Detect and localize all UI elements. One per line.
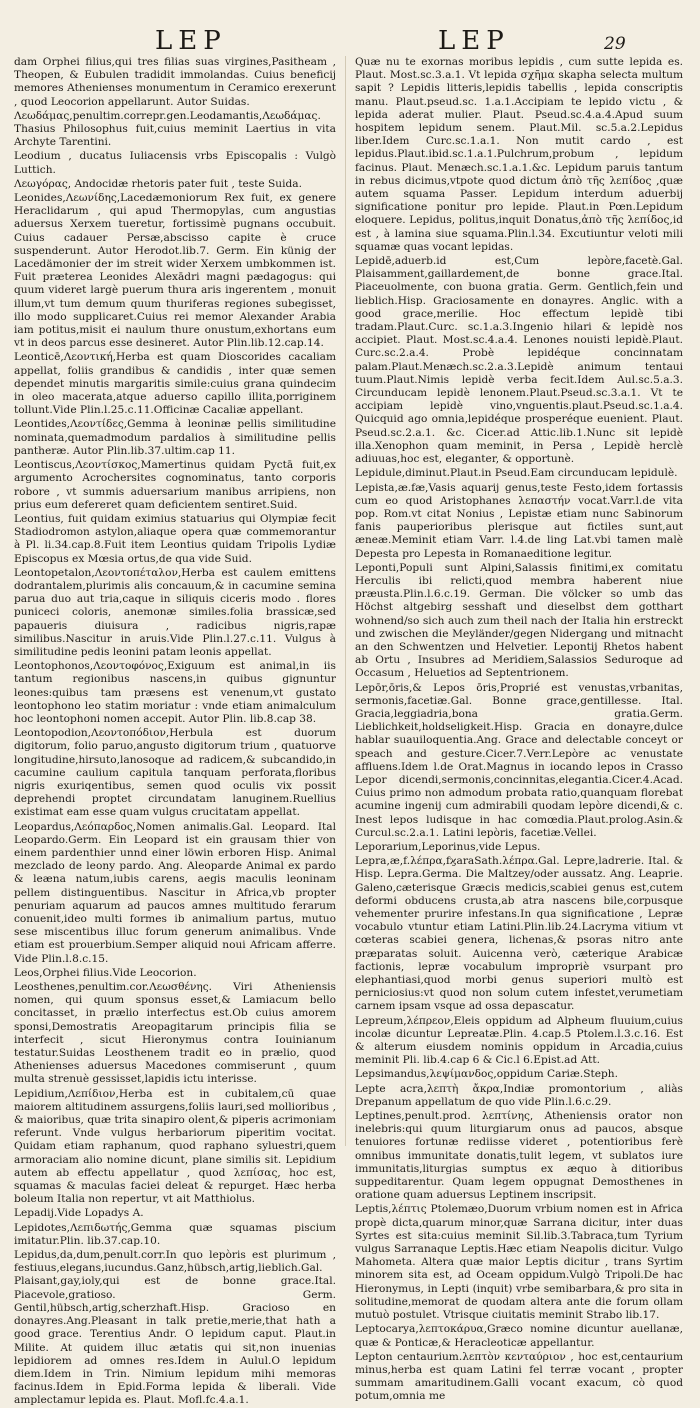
dictionary-entry: dam Orphei filius,qui tres filias suas virgines,Pasitheam , Theopen, & Eubulen tradidit immolandas. Cuius beneficij memores Athenienses monumentum in Ceramico erexerunt , quod Leocorion appellarunt. Autor Suidas. (14, 56, 336, 108)
dictionary-entry: Leontius, fuit quidam eximius statuarius qui Olympiæ fecit Stadiodromon astylon,aliaque opera quæ commemorantur à Pl. li.34.cap.8.Fuit item Leontius quidam Tripolis Lydiæ Episcopus ex Mœsia ortus,de qua vide Suid. (14, 512, 336, 565)
dictionary-entry: Leopardus,Λεόπαρδος,Nomen animalis.Gal. Leopard. Ital Leopardo.Germ. Ein Leopard ist ein grausam thier von einem pardenthier unnd einer löwin erboren Hisp. Animal mezclado de leony pardo. Ang. Aleoparde Animal ex pardo & leæna natum,iubis carens, aegis maculis leoninam pellem distinguentibus. Nascitur in Africa,vb propter penuriam aquarum ad paucos amnes multitudo ferarum conuenit,ideo multi formes ib animalium partus, mutuo sese miscentibus illuc forum generum animalibus. Vnde etiam est prouerbium.Semper aliquid noui Africam afferre. Vide Plin.l.8.c.15. (14, 820, 336, 965)
dictionary-entry: Leponti,Populi sunt Alpini,Salassis finitimi,ex comitatu Herculis ibi relicti,quod membra haberent niue præusta.Plin.l.6.c.19. German. Die völcker so umb das Höchst altgebirg sesshaft und dieselbst dem gotthart wohnend/so sich auch zum theil nach der Italia hin erstreckt und zwischen die Meyländer/gegen Nidergang und mitnacht an den Schwentzen und Helvetier. Lepontij Rhetos habent ab Ortu , Insubres ad Meridiem,Salassios Seduroque ad Occasum , Heluetios ad Septentrionem. (355, 561, 683, 680)
dictionary-entry: Leontopodion,Λεοντοπόδιον,Herbula est duorum digitorum, folio paruo,angusto digitorum trium , quatuorve longitudine,hirsuto,lanosoque ad radicem,& subcandido,in cacumine caulium capitula tanquam perforata,floribus nigris exuriqentibus, semen quod oculis vix possit deprehendi proptet circundatam lanuginem.Ruellius existimat eam esse quam vulgus crucitatam appellat. (14, 727, 336, 819)
dictionary-entry: Leptines,penult.prod. λεπτίνης, Atheniensis orator non inelebris:qui quum liturgiarum onus ad paucos, absque tenuiores fortunæ rediisse videret , potentioribus ferè omnibus immunitate donatis,tulit legem, vt sublatos iure immunitatis,liturgias sumptus ex æquo à ditioribus suppeditarentur. Quam legem oppugnat Demosthenes in oratione quam aduersus Leptinem inscripsit. (355, 1110, 683, 1202)
dictionary-entry: Leodium , ducatus Iuliacensis vrbs Episcopalis : Vulgò Luttich. (14, 150, 336, 176)
dictionary-entry: Lepidium,Λεπίδιον,Herba est in cubitalem,cū quae maiorem altitudinem assurgens,foliis lauri,sed mollioribus , & maioribus, quæ trita sinapiro olent,& piperis acrimoniam referunt. Vnde vulgus herbariorum piperitim vocitat. Quidam etiam raphanum, quod raphano syluestri,quem armoraciam alio nomine dicunt, plane similis sit. Lepidium autem ab effectu appellatur , quod λεπίσας, hoc est, squamas & maculas faciei deleat & repurget. Hæc herba boleum Italia non repertur, vt ait Matthiolus. (14, 1087, 336, 1206)
dictionary-entry: Lepidotes,Λεπιδωτής,Gemma quæ squamas piscium imitatur.Plin. lib.37.cap.10. (14, 1221, 336, 1247)
dictionary-entry: Leontiscus,Λεοντίσκος,Mamertinus quidam Pyctā fuit,ex argumento Acrochersites cognominatus, tanto corporis robore , vt summis aduersarium manibus arripiens, non prius eum defereret quam deficientem sentiret.Suid. (14, 459, 336, 511)
right-column (355, 56, 683, 1403)
dictionary-entry: Lepsimandus,λεψίμανδος,oppidum Cariæ.Steph. (355, 1068, 619, 1081)
page-number: 29 (604, 34, 626, 54)
dictionary-entry: Leptocarya,λεπτοκάρυα,Græco nomine dicuntur auellanæ, quæ & Ponticæ,& Heracleoticæ appellantur. (355, 1323, 683, 1349)
dictionary-entry: Lepidē,aduerb.id est,Cum lepòre,facetè.Gal. Plaisamment,gaillardement,de bonne grace.Ital. Piaceuolmente, con buona gratia. Germ. Gentlich,fein und lieblich.Hisp. Graciosamente en donayres. Anglic. with a good grace,merilie. Hoc effectum lepidè tibi tradam.Plaut.Curc. sc.1.a.3.Ingenio hilari & lepidè nos accipiet. Plaut. Most.sc.4.a.4. Lenones nouisti lepidè.Plaut. Curc.sc.2.a.4. Probè lepidéque concinnatam palam.Plaut.Menæch.sc.2.a.3.Lepidè animum tentaui tuum.Plaut.Nimis lepidè verba fecit.Idem Aul.sc.5.a.3. Circunducam lepidè lenonem.Plaut.Pseud.sc.3.a.1. Vt te accipiam lepidè vino,vnguentis.plaut.Pseud.sc.1.a.4. Quicquid ago omnia,lepidéque prosperéque euenient. Plaut. Pseud.sc.2.a.1. &c. Cicer.ad Attic.lib.1.Nunc sit lepidè illa.Xenophon quam meminit, in Persa , Lepidè herclè adiuuas,hoc est, eleganter, & opportunè. (355, 255, 683, 466)
dictionary-entry: Lepte acra,λεπτὴ ἄκρα,Indiæ promontorium , aliàs Drepanum appellatum de quo vide Plin.l.6.c.29. (355, 1082, 683, 1108)
dictionary-entry: Lepidule,diminut.Plaut.in Pseud.Eam circunducam lepidulè. (355, 467, 678, 480)
dictionary-entry: Lepidus,da,dum,penult.corr.In quo lepòris est plurimum , festiuus,elegans,iucundus.Ganz,hübsch,artig,lieblich.Gal. Plaisant,gay,ioly,qui est de bonne grace.Ital. Piacevole,gratioso. Germ. Gentil,hübsch,artig,scherzhaft.Hisp. Gracioso en donayres.Ang.Pleasant in talk pretie,merie,that hath a good grace. Terentius Andr. O lepidum caput. Plaut.in Milite. At quidem illuc ætatis qui sit,non inuenias lepidiorem ad omnes res.Idem in Aulul.O lepidum diem.Idem in Trin. Nimium lepidum mihi memoras facinus.Idem in Epid.Forma lepida & liberali. Vide amplectamur lepida es. Plaut. Mofl.fc.4.a.1. (14, 1249, 336, 1407)
dictionary-entry: Leontopetalon,Λεοντοπέταλον,Herba est caulem emittens dodrantalem,plurimis alis concauum,& in cacumine semina parua duo aut tria,caque in siliquis ciceris modo . flores puniceci coloris, anemonæ similes.folia brassicæ,sed papaueris diuisura , radicibus nigris,rapæ similibus.Nascitur in aruis.Vide Plin.l.27.c.11. Vulgus à similitudine pedis leonini patam leonis appellat. (14, 566, 336, 658)
dictionary-entry: Lepra,æ,f.λέπρα,fϗaraSath.λέπρα.Gal. Lepre,ladrerie. Ital. & Hisp. Lepra.Germa. Die Maltzey/oder aussatz. Ang. Leaprie. Galeno,cæterisque Græcis medicis,scabiei genus est,cutem deformi obducens crusta,ab atra nascens bile,corpusque vehementer prurire infestans.In qua significatione , Lepræ vocabulo vtuntur etiam Latini.Plin.lib.24.Lacryma vitium vt cœteras scabiei genera, lichenas,& psoras nitro ante præparatas soluit. Auicenna verò, cæterique Arabicæ factionis, lepræ vocabulum impropriè vsurpant pro elephantiasi,quod morbi genus superiori multò est perniciosius:vt quod non solum cutem infestet,verumetiam carnem ipsam vsque ad ossa depascatur. (355, 855, 683, 1013)
dictionary-entry: Leontophonos,Λεοντοφόνος,Exiguum est animal,in iis tantum regionibus nascens,in quibus gignuntur leones:quibus tam præsens est venenum,vt gustato leontophono leo statim moriatur : vnde etiam animalculum hoc leontophoni nomen accepit. Autor Plin. lib.8.cap 38. (14, 660, 336, 725)
dictionary-entry: Leos,Orphei filius.Vide Leocorion. (14, 966, 197, 979)
column-divider (345, 56, 346, 1146)
dictionary-entry: Leporarium,Leporinus,vide Lepus. (355, 840, 541, 853)
dictionary-entry: Lepreum,λέπρεον,Eleis oppidum ad Alpheum fluuium,cuius incolæ dicuntur Lepreatæ.Plin. 4.cap.5 Ptolem.l.3.c.16. Est & alterum eiusdem nominis oppidum in Arcadia,cuius meminit Pli. lib.4.cap 6 & Cic.l 6.Epist.ad Att. (355, 1014, 683, 1067)
dictionary-entry: Quæ nu te exornas moribus lepidis , cum sutte lepida es. Plaut. Most.sc.3.a.1. Vt lepida σχῆμα skapha selecta multum sapit ? Lepidis litteris,lepidis tabellis , lepida conscriptis manu. Plaut.pseud.sc. 1.a.1.Accipiam te lepido victu , & lepida aderat mulier. Plaut. Pseud.sc.4.a.4.Apud suum hospitem lepidum senem. Plaut.Mil. sc.5.a.2.Lepidus liber.Idem Curc.sc.1.a.1. Non mutit cardo , est lepidus.Plaut.ibid.sc.1.a.1.Pulchrum,probum , lepidum facinus. Plaut. Menæch.sc.1.a.1.&c. Lepidum paruis tantum in rebus dicimus,vtpote quod dictum ἀπὸ τῆς λεπίδος ,quæ autem squama Passer. Lepidum interdum aduerbij significatione ponitur pro lepide. Plaut.in Pœn.Lepidum eloquere. Lepidus, politus,inquit Donatus,ἀπὸ τῆς λεπίδος,id est , à lamina siue squama.Plin.l.34. Excutiuntur veloti mili squamæ quas vocant lepidas. (355, 56, 683, 253)
dictionary-entry: Lepōr,ōris,& Lepos ōris,Proprié est venustas,vrbanitas, sermonis,facetiæ.Gal. Bonne grace,gentillesse. Ital. Gracia,leggiadria,bona gratia.Germ. Lieblichkeit,holdseligkeit.Hisp. Gracia en donayre,dulce hablar suauiloquentia.Ang. Grace and delectable conceyt or speach and gesture.Cicer.7.Verr.Lepòre ac venustate affluens.Idem l.de Orat.Magnus in iocando lepos in Crasso Lepor dicendi,sermonis,concinnitas,elegantia.Cicer.4.Acad. Cuius primo non admodum probata ratio,quanquam florebat acumine ingenij cum admirabili quodam lepòre dicendi,& c. Inest lepos ludisque in hac comœdia.Plaut.prolog.Asin.& Curcul.sc.2.a.1. Latini lepòris, facetiæ.Vellei. (355, 681, 683, 839)
dictionary-entry: Λεωδάμας,penultim.correpr.gen.Leodamantis,Λεωδάμας. Thasius Philosophus fuit,cuius meminit Laertius in vita Archyte Tarentini. (14, 109, 336, 149)
dictionary-entry: Leonides,Λεωνίδης,Lacedæmoniorum Rex fuit, ex genere Heraclidarum , qui apud Thermopylas, cum angustias aduersus Xerxem tueretur, fortissimè pugnans occubuit. Cuius cadauer Persæ,abscisso capite è cruce suspenderunt. Autor Herodot.lib.7. Germ. Ein künig der Lacedämonier der im streit wider Xerxem umbkommen ist. Fuit præterea Leonides Alexādri magni pædagogus: qui quum videret largè puerum thura aris ingerentem , monuit illum,vt tum demum quum thuriferas regiones subegisset, illo modo supplicaret.Cuius rei memor Alexander Arabia iam potitus,misit ei naulum thure onustum,exhortans eum vt in deos parcus esse desineret. Autor Plin.lib.12.cap.14. (14, 192, 336, 350)
dictionary-entry: Λεωγόρας, Andocidæ rhetoris pater fuit , teste Suida. (14, 177, 302, 190)
dictionary-entry: Leosthenes,penultim.cor.Λεωσθένης. Viri Atheniensis nomen, qui quum sponsus esset,& Lamiacum bello concitasset, in prælio interfectus est.Ob cuius amorem sponsi,Demostratis Areopagitarum principis filia se interfecit , sicut Hieronymus contra Iouinianum testatur.Suidas Leosthenem tradit eo in prælio, quod Athenienses aduersus Macedones commiserunt , quum multa strenuè gessisset,lapidis ictu interisse. (14, 981, 336, 1086)
dictionary-entry: Lepadij.Vide Lopadys A. (14, 1207, 144, 1220)
running-head-right: LEP (438, 26, 510, 56)
dictionary-entry: Lepista,æ.fæ,Vasis aquarij genus,teste Festo,idem fortassis cum eo quod Aristophanes λεπαστήν vocat.Varr.l.de vita pop. Rom.vt citat Nonius , Lepistæ etiam nunc Sabinorum fanis pauperioribus plerisque aut fictiles sunt,aut æneæ.Meminit etiam Varr. l.4.de ling Lat.vbi tamen malè Depesta pro Lepesta in Romanaeditione legitur. (355, 481, 683, 560)
left-column (14, 56, 336, 1407)
running-head-left: LEP (155, 26, 227, 56)
dictionary-entry: Leonticē,Λεοντική,Herba est quam Dioscorides cacaliam appellat, foliis grandibus & candidis , inter quæ semen dependet minutis margaritis simile:cuius grana quindecim in oleo macerata,atque aduerso capillo illita,porriginem tollunt.Vide Plin.l.25.c.11.Officinæ Cacaliæ appellant. (14, 351, 336, 417)
dictionary-entry: Leptis,λέπτις Ptolemæo,Duorum vrbium nomen est in Africa propè dicta,quarum minor,quæ Sarrana dicitur, inter duas Syrtes est sita:cuius meminit Sil.lib.3.Tabraca,tum Tyrium vulgus Sarranaque Leptis.Hæc etiam Neapolis dicitur. Vulgo Mahometa. Altera quæ maior Leptis dicitur , trans Syrtim minorem sita est, ad Oceam oppidum.Vulgò Tripoli.De hac Hieronymus, in Lepti (inquit) vrbe semibarbara,& pro sita in solitudine,memorat de quodam altera ante die forum ollam mutuò postulet. Vtrisque ciuitatis meminit Strabo lib.17. (355, 1203, 683, 1322)
dictionary-entry: Leontides,Λεοντίδες,Gemma à leoninæ pellis similitudine nominata,quemadmodum pardalios à similitudine pellis pantheræ. Autor Plin.lib.37.ultim.cap 11. (14, 418, 336, 457)
dictionary-entry: Lepton centaurium.λεπτὸν κενταύριον , hoc est,centaurium minus,herba est quam Latini fel terræ vocant , propter summam amaritudinem.Galli vocant exacum, cò quod potum,omnia me (355, 1350, 683, 1403)
